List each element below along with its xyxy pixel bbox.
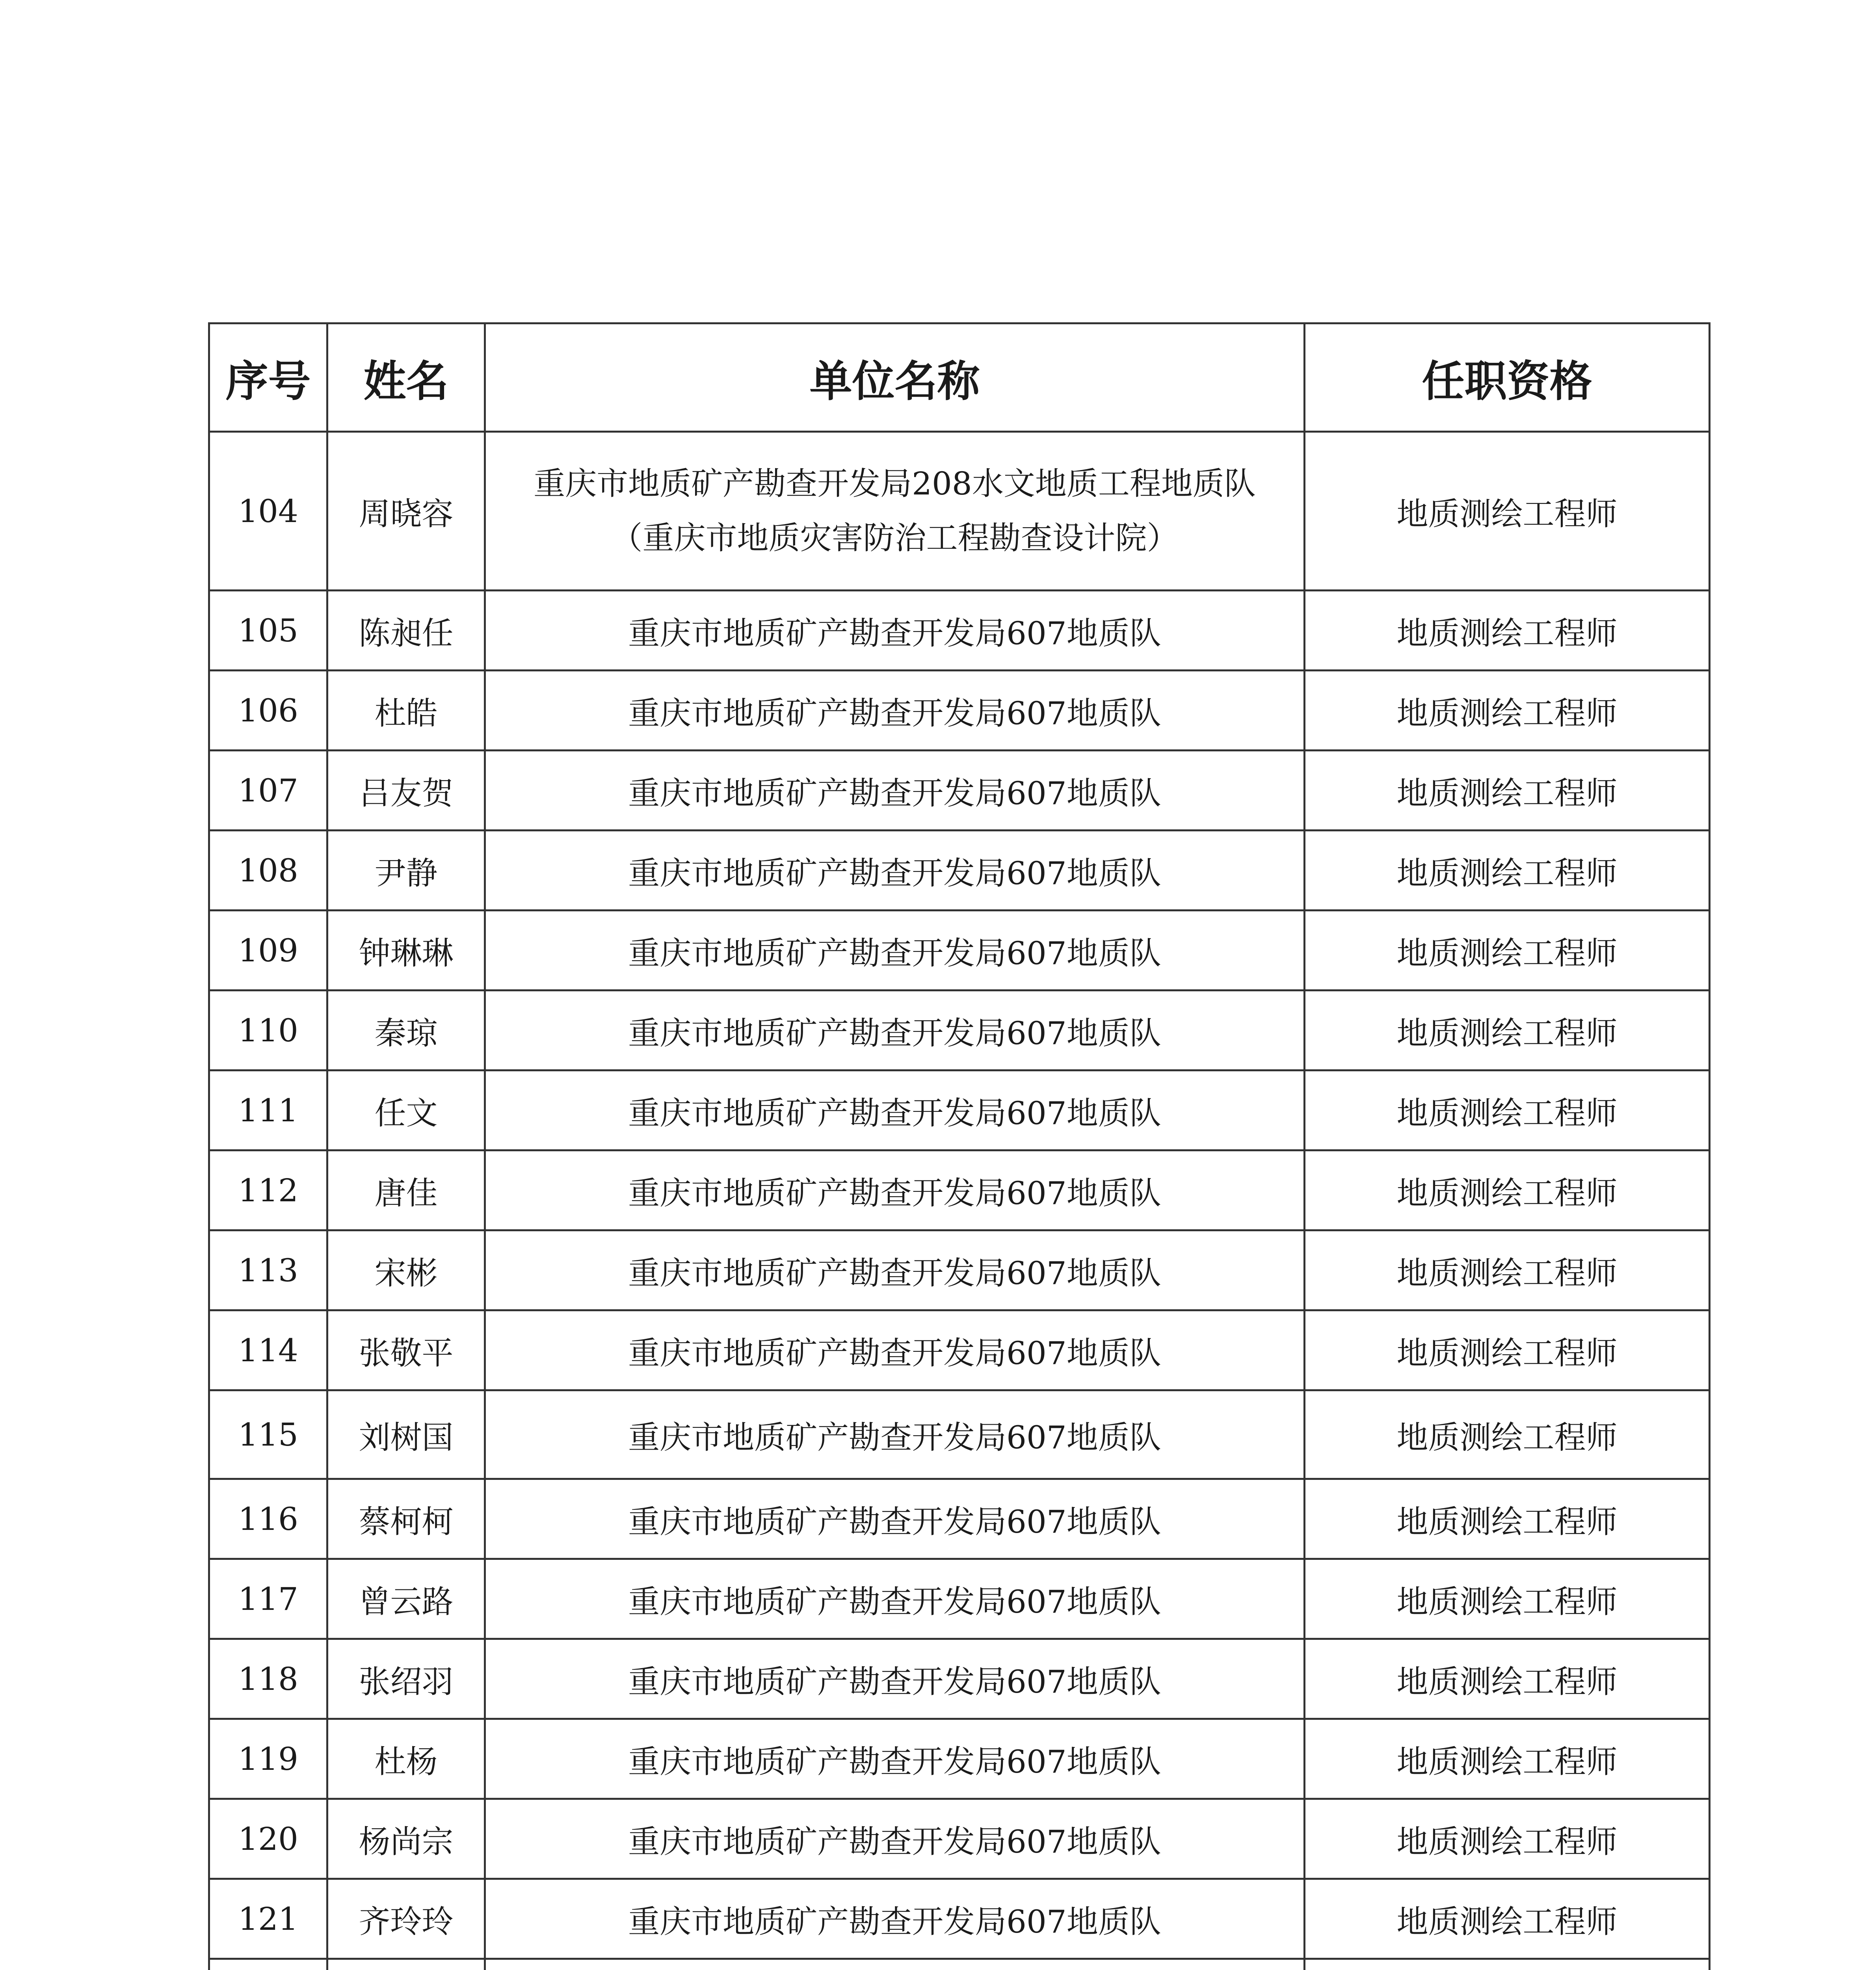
row-name: 刘树国 xyxy=(327,1390,485,1479)
row-number: 111 xyxy=(209,1070,327,1150)
row-unit: 重庆市地质矿产勘查开发局607地质队 xyxy=(485,831,1305,911)
row-number xyxy=(209,1959,327,1970)
row-unit: 重庆市地质矿产勘查开发局607地质队 xyxy=(485,1390,1305,1479)
row-unit: 重庆市地质矿产勘查开发局607地质队 xyxy=(485,1230,1305,1310)
row-unit: 重庆市地质矿产勘查开发局607地质队 xyxy=(485,671,1305,751)
row-qualification: 地质测绘工程师 xyxy=(1305,991,1710,1070)
row-qualification: 地质测绘工程师 xyxy=(1305,671,1710,751)
row-unit-line-1: 重庆市地质矿产勘查开发局208水文地质工程地质队 xyxy=(534,465,1256,502)
row-unit-line-2: （重庆市地质灾害防治工程勘查设计院） xyxy=(611,520,1179,556)
table-row xyxy=(209,1959,1710,1970)
row-unit: 重庆市地质矿产勘查开发局607地质队 xyxy=(485,1310,1305,1390)
row-qualification: 地质测绘工程师 xyxy=(1305,1070,1710,1150)
header-unit: 单位名称 xyxy=(485,323,1305,432)
header-name: 姓名 xyxy=(327,323,485,432)
table-row xyxy=(209,1719,1710,1799)
row-qualification: 地质测绘工程师 xyxy=(1305,432,1710,591)
row-unit: 重庆市地质矿产勘查开发局607地质队 xyxy=(485,1070,1305,1150)
row-qualification: 地质测绘工程师 xyxy=(1305,591,1710,671)
table-row xyxy=(209,831,1710,911)
qualification-table xyxy=(208,322,1711,1970)
row-name: 宋彬 xyxy=(327,1230,485,1310)
row-number: 110 xyxy=(209,991,327,1070)
row-unit: 重庆市地质矿产勘查开发局607地质队 xyxy=(485,1799,1305,1879)
row-name: 周晓容 xyxy=(327,432,485,591)
row-qualification: 地质测绘工程师 xyxy=(1305,1719,1710,1799)
row-qualification: 地质测绘工程师 xyxy=(1305,1230,1710,1310)
row-unit: 重庆市地质矿产勘查开发局607地质队 xyxy=(485,1639,1305,1719)
row-number: 121 xyxy=(209,1879,327,1959)
table-row xyxy=(209,751,1710,831)
table-row xyxy=(209,432,1710,591)
row-number: 109 xyxy=(209,911,327,991)
table-row xyxy=(209,1070,1710,1150)
row-number: 118 xyxy=(209,1639,327,1719)
table-row xyxy=(209,1879,1710,1959)
row-qualification: 地质测绘工程师 xyxy=(1305,1559,1710,1639)
header-row xyxy=(209,323,1710,432)
row-unit: 重庆市地质矿产勘查开发局607地质队 xyxy=(485,991,1305,1070)
row-qualification: 地质测绘工程师 xyxy=(1305,831,1710,911)
row-qualification: 地质测绘工程师 xyxy=(1305,1879,1710,1959)
row-name: 任文 xyxy=(327,1070,485,1150)
table-row xyxy=(209,1310,1710,1390)
table-row xyxy=(209,671,1710,751)
row-number: 108 xyxy=(209,831,327,911)
row-number: 105 xyxy=(209,591,327,671)
header-number: 序号 xyxy=(209,323,327,432)
row-number: 113 xyxy=(209,1230,327,1310)
row-unit: 重庆市地质矿产勘查开发局607地质队 xyxy=(485,1479,1305,1559)
row-name: 唐佳 xyxy=(327,1150,485,1230)
row-qualification: 地质测绘工程师 xyxy=(1305,1150,1710,1230)
table-row xyxy=(209,1150,1710,1230)
row-number: 106 xyxy=(209,671,327,751)
table-row xyxy=(209,1639,1710,1719)
row-number: 120 xyxy=(209,1799,327,1879)
row-name: 尹静 xyxy=(327,831,485,911)
row-number: 112 xyxy=(209,1150,327,1230)
row-name xyxy=(327,1959,485,1970)
row-name: 杜皓 xyxy=(327,671,485,751)
row-name: 秦琼 xyxy=(327,991,485,1070)
row-name: 杨尚宗 xyxy=(327,1799,485,1879)
row-name: 钟琳琳 xyxy=(327,911,485,991)
header-qualification: 任职资格 xyxy=(1305,323,1710,432)
row-number: 115 xyxy=(209,1390,327,1479)
row-name: 齐玲玲 xyxy=(327,1879,485,1959)
row-qualification: 地质测绘工程师 xyxy=(1305,1390,1710,1479)
table-row xyxy=(209,1799,1710,1879)
row-qualification xyxy=(1305,1959,1710,1970)
row-number: 104 xyxy=(209,432,327,591)
row-number: 117 xyxy=(209,1559,327,1639)
row-unit: 重庆市地质矿产勘查开发局607地质队 xyxy=(485,911,1305,991)
table-row xyxy=(209,911,1710,991)
row-qualification: 地质测绘工程师 xyxy=(1305,1479,1710,1559)
table-row xyxy=(209,1559,1710,1639)
table-row xyxy=(209,1390,1710,1479)
row-qualification: 地质测绘工程师 xyxy=(1305,1310,1710,1390)
row-number: 116 xyxy=(209,1479,327,1559)
row-name: 杜杨 xyxy=(327,1719,485,1799)
row-name: 曾云路 xyxy=(327,1559,485,1639)
row-number: 114 xyxy=(209,1310,327,1390)
table-row xyxy=(209,1230,1710,1310)
row-unit: 重庆市地质矿产勘查开发局607地质队 xyxy=(485,1879,1305,1959)
table-header xyxy=(209,323,1710,432)
row-unit: 重庆市地质矿产勘查开发局607地质队 xyxy=(485,591,1305,671)
row-unit: 重庆市地质矿产勘查开发局607地质队 xyxy=(485,1719,1305,1799)
row-number: 119 xyxy=(209,1719,327,1799)
row-qualification: 地质测绘工程师 xyxy=(1305,911,1710,991)
row-unit xyxy=(485,1959,1305,1970)
table-row xyxy=(209,991,1710,1070)
table-body xyxy=(209,432,1710,1970)
row-qualification: 地质测绘工程师 xyxy=(1305,1799,1710,1879)
table-row xyxy=(209,591,1710,671)
row-name: 蔡柯柯 xyxy=(327,1479,485,1559)
row-unit: 重庆市地质矿产勘查开发局607地质队 xyxy=(485,1150,1305,1230)
row-name: 陈昶任 xyxy=(327,591,485,671)
row-unit: 重庆市地质矿产勘查开发局607地质队 xyxy=(485,1559,1305,1639)
table-row xyxy=(209,1479,1710,1559)
row-name: 吕友贺 xyxy=(327,751,485,831)
row-name: 张绍羽 xyxy=(327,1639,485,1719)
row-unit: 重庆市地质矿产勘查开发局607地质队 xyxy=(485,751,1305,831)
row-number: 107 xyxy=(209,751,327,831)
row-name: 张敬平 xyxy=(327,1310,485,1390)
row-qualification: 地质测绘工程师 xyxy=(1305,751,1710,831)
row-unit xyxy=(485,432,1305,591)
row-qualification: 地质测绘工程师 xyxy=(1305,1639,1710,1719)
